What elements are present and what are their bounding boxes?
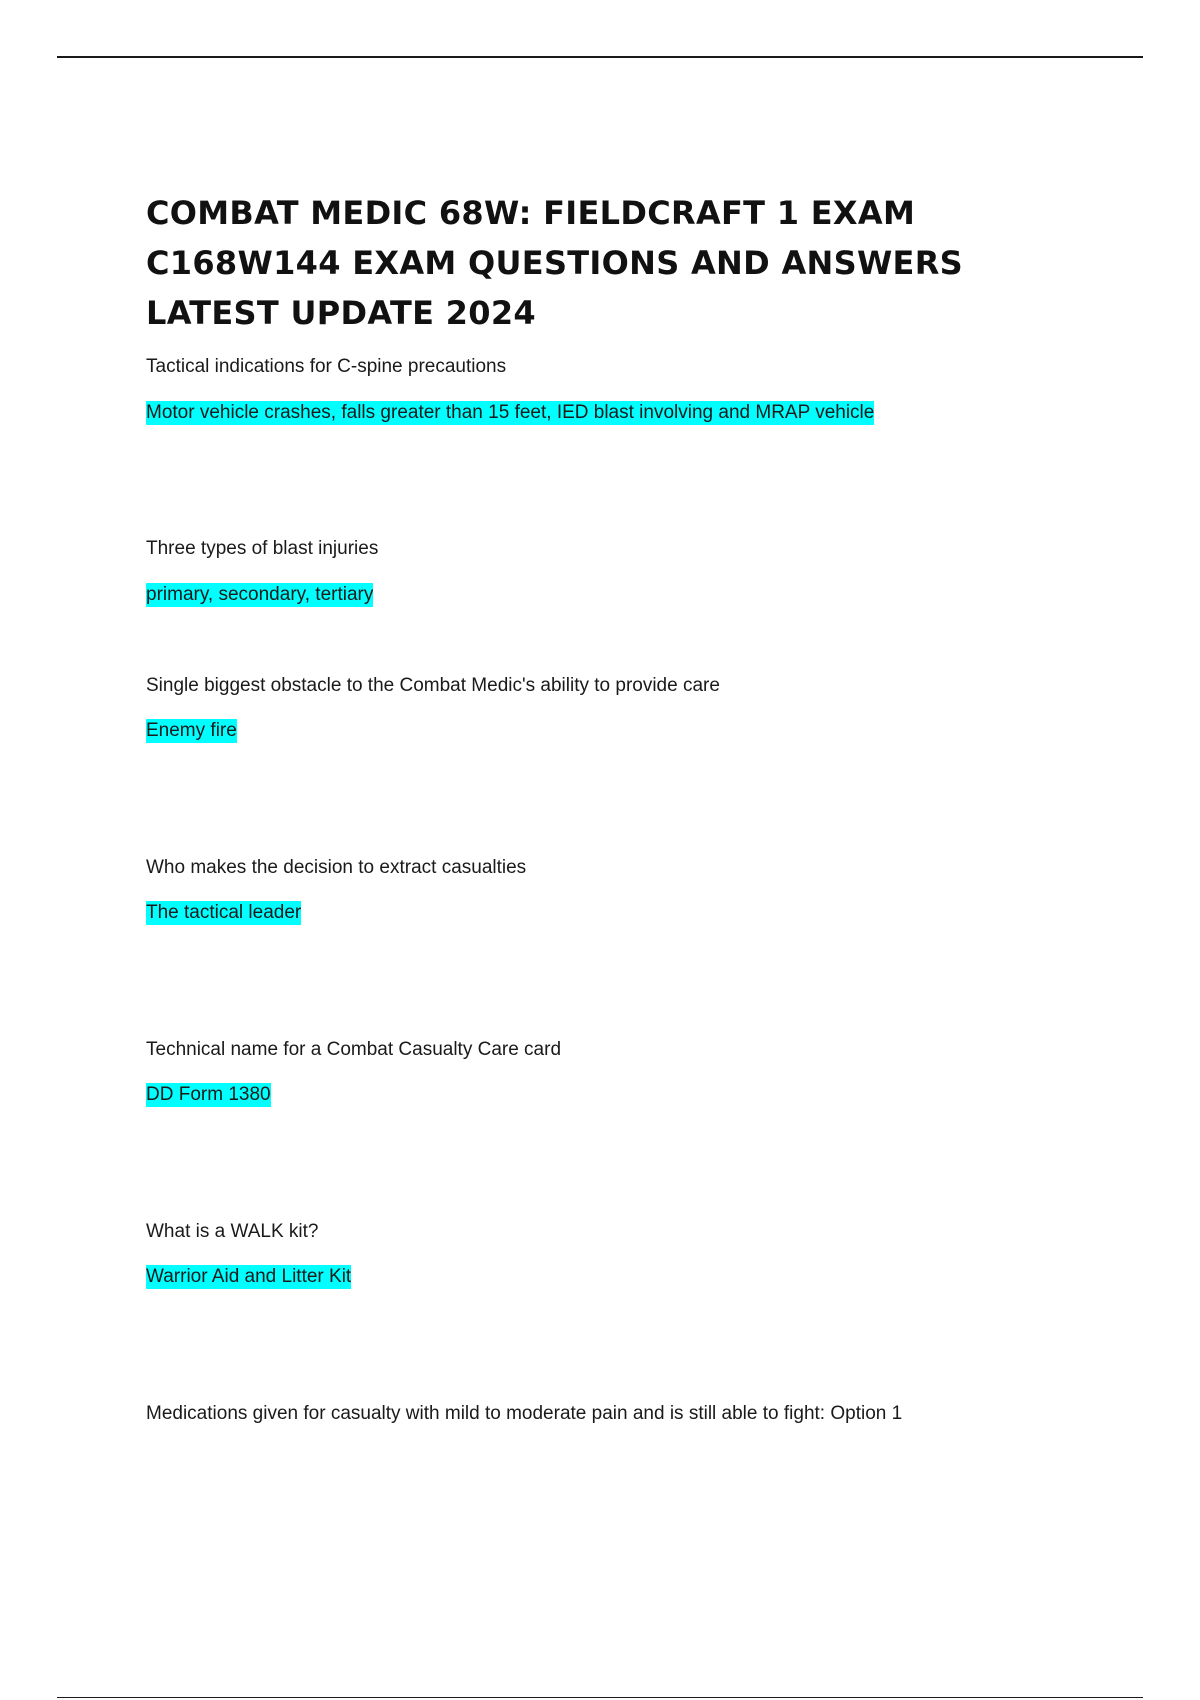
- question-2: Three types of blast injuries: [146, 538, 379, 559]
- bottom-divider: [57, 1697, 1143, 1698]
- answer-6: [146, 1264, 351, 1289]
- title-line-2: C168W144 EXAM QUESTIONS AND ANSWERS: [146, 244, 963, 282]
- answer-4: [146, 900, 301, 925]
- question-3: Single biggest obstacle to the Combat Medic's ability to provide care: [146, 675, 720, 696]
- question-5: Technical name for a Combat Casualty Care card: [146, 1039, 562, 1060]
- answer-4-highlight: The tactical leader: [146, 902, 302, 923]
- answer-2-highlight: primary, secondary, tertiary: [146, 584, 374, 605]
- question-4: Who makes the decision to extract casualties: [146, 857, 527, 878]
- answer-3: [146, 718, 237, 743]
- question-7: Medications given for casualty with mild to moderate pain and is still able to fight: Option 1: [146, 1403, 903, 1424]
- question-6: What is a WALK kit?: [146, 1221, 319, 1242]
- answer-2: [146, 582, 373, 607]
- title-line-3: LATEST UPDATE 2024: [146, 294, 536, 332]
- answer-5: [146, 1082, 271, 1107]
- answer-1-highlight: Motor vehicle crashes, falls greater than 15 feet, IED blast involving and MRAP vehicle: [146, 402, 875, 423]
- answer-3-highlight: Enemy fire: [146, 720, 237, 741]
- answer-6-highlight: Warrior Aid and Litter Kit: [146, 1266, 352, 1287]
- title-line-1: COMBAT MEDIC 68W: FIELDCRAFT 1 EXAM: [146, 194, 916, 232]
- document-title: [146, 188, 1106, 338]
- answer-5-highlight: DD Form 1380: [146, 1084, 271, 1105]
- top-divider: [57, 56, 1143, 58]
- question-1: Tactical indications for C-spine precautions: [146, 356, 507, 377]
- answer-1: [146, 400, 874, 425]
